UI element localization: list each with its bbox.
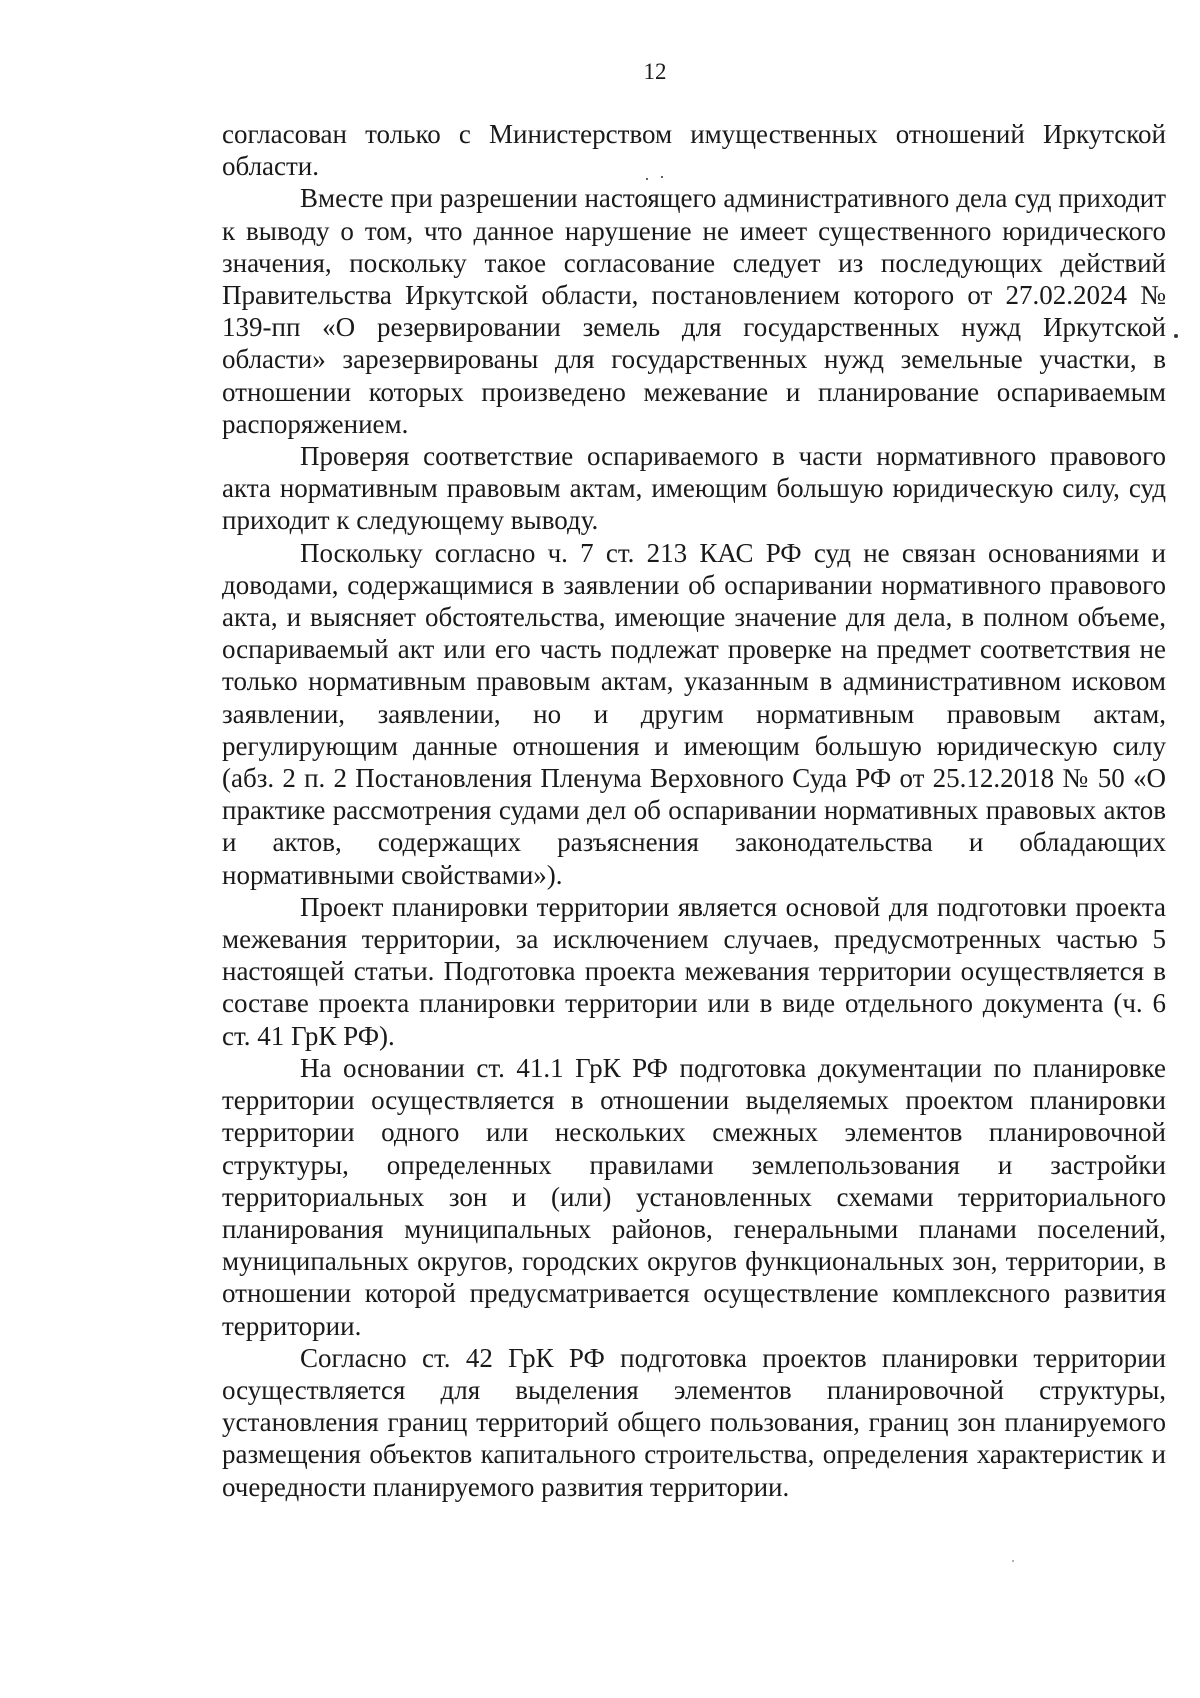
paragraph-7: Согласно ст. 42 ГрК РФ подготовка проектов планировки территории осуществляется для выделения элементов планировочной структуры, установления границ территорий общего пользования, границ зон планируемого размещения объектов капитального строительства, определения характеристик и очередности планируемого развития территории.: [222, 1342, 1166, 1502]
paragraph-5: Проект планировки территории является основой для подготовки проекта межевания территории, за исключением случаев, предусмотренных частью 5 настоящей статьи. Подготовка проекта межевания территории осуществляется в составе проекта планировки территории или в виде отдельного документа (ч. 6 ст. 41 ГрК РФ).: [222, 891, 1166, 1051]
scan-speck: [646, 178, 648, 180]
paragraph-4: Поскольку согласно ч. 7 ст. 213 КАС РФ суд не связан основаниями и доводами, содержащимися в заявлении об оспаривании нормативного правового акта, и выясняет обстоятельства, имеющие значение для дела, в полном объеме, оспариваемый акт или его часть подлежат проверке на предмет соответствия не только нормативным правовым актам, указанным в административном исковом заявлении, заявлении, но и другим нормативным правовым актам, регулирующим данные отношения и имеющим большую юридическую силу (абз. 2 п. 2 Постановления Пленума Верховного Суда РФ от 25.12.2018 № 50 «О практике рассмотрения судами дел об оспаривании нормативных правовых актов и актов, содержащих разъяснения законодательства и обладающих нормативными свойствами»).: [222, 537, 1166, 890]
paragraph-1: согласован только с Министерством имущественных отношений Иркутской области.: [222, 119, 1166, 182]
paragraph-2: Вместе при разрешении настоящего административного дела суд приходит к выводу о том, что данное нарушение не имеет существенного юридического значения, поскольку такое согласование следует из последующих действий Правительства Иркутской области, постановлением которого от 27.02.2024 № 139-пп «О резервировании земель для государственных нужд Иркутской области» зарезервированы для государственных нужд земельные участки, в отношении которых произведено межевание и планирование оспариваемым распоряжением.: [222, 183, 1166, 439]
scan-speck: [1174, 334, 1178, 338]
paragraph-6: На основании ст. 41.1 ГрК РФ подготовка документации по планировке территории осуществляется в отношении выделяемых проектом планировки территории одного или нескольких смежных элементов планировочной структуры, определенных правилами землепользования и застройки территориальных зон и (или) установленных схемами территориального планирования муниципальных районов, генеральными планами поселений, муниципальных округов, городских округов функциональных зон, территории, в отношении которой предусматривается осуществление комплексного развития территории.: [222, 1052, 1166, 1341]
scan-speck: [1012, 1560, 1014, 1562]
document-body: [222, 118, 1166, 1503]
paragraph-3: Проверяя соответствие оспариваемого в части нормативного правового акта нормативным правовым актам, имеющим большую юридическую силу, суд приходит к следующему выводу.: [222, 441, 1166, 536]
scan-speck: [661, 176, 663, 178]
page-number: 12: [643, 59, 667, 84]
